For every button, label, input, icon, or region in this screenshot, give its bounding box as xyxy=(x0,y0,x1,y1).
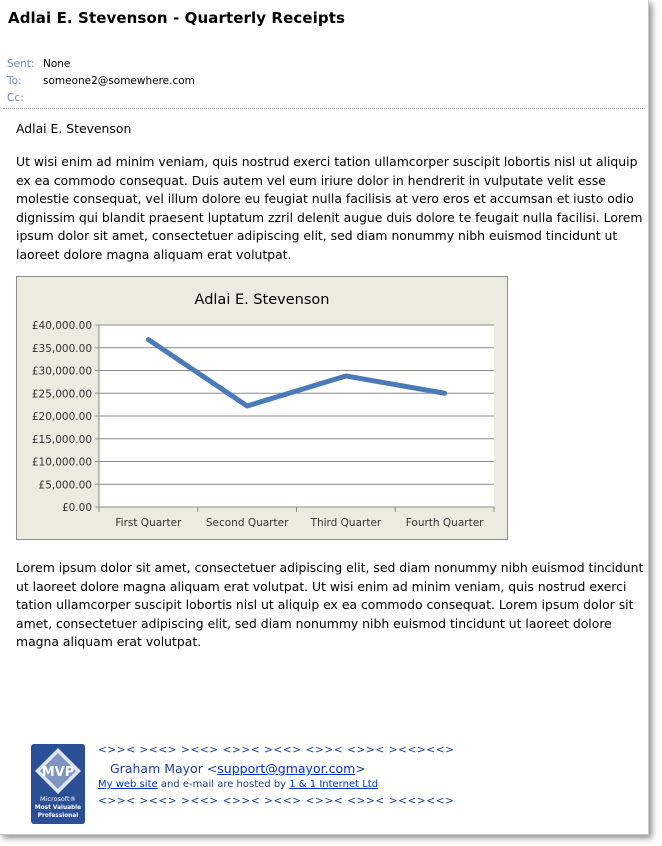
body-paragraph-1: Ut wisi enim ad minim veniam, quis nostrud exerci tation ullamcorper suscipit lobortis nisl ut aliquip ex ea commodo consequat. Duis autem vel eum iriure dolor in hendrerit in vulputate velit esse molestie consequat, vel illum dolore eu feugiat nulla facilisis at vero eros et accumsan et iusto odio dignissim qui blandit praesent luptatum zzril delenit augue duis dolore te feugait nulla facilisi. Lorem ipsum dolor sit amet, consectetuer adipiscing elit, sed diam nonummy nibh euismod tincidunt ut laoreet dolore magna aliquam erat volutpat. xyxy=(16,154,643,262)
data-point xyxy=(247,405,248,406)
data-point xyxy=(444,393,445,394)
signature-glyph-line-bottom: <>>< ><<> ><<> <>>< ><<> <>>< <>>< ><<><<> xyxy=(98,795,455,807)
y-tick-label: £25,000.00 xyxy=(31,388,92,401)
support-email-link[interactable]: support@gmayor.com xyxy=(217,761,356,776)
y-tick-label: £35,000.00 xyxy=(31,342,92,355)
header-divider xyxy=(3,108,645,109)
to-value: someone2@somewhere.com xyxy=(43,75,195,87)
data-point xyxy=(345,375,346,376)
x-tick-label: Second Quarter xyxy=(205,517,289,529)
line-chart xyxy=(17,277,507,539)
y-tick-label: £40,000.00 xyxy=(31,320,92,332)
x-tick-label: First Quarter xyxy=(115,517,182,529)
y-tick-label: £30,000.00 xyxy=(31,365,92,378)
signature-glyph-line-top: <>>< ><<> ><<> <>>< ><<> <>>< <>>< ><<><<> xyxy=(98,744,455,756)
signature-name-end: > xyxy=(355,761,366,776)
chart xyxy=(16,276,508,540)
svg-text:Professional: Professional xyxy=(37,813,79,819)
cc-label: Cc: xyxy=(7,92,24,104)
signature-name-line xyxy=(110,761,366,776)
website-link[interactable]: My web site xyxy=(98,779,158,790)
salutation: Adlai E. Stevenson xyxy=(16,121,132,136)
host-link[interactable]: 1 & 1 Internet Ltd xyxy=(289,779,379,790)
y-tick-label: £10,000.00 xyxy=(31,456,92,469)
x-tick-label: Third Quarter xyxy=(310,517,382,529)
to-label: To: xyxy=(7,75,22,87)
x-tick-label: Fourth Quarter xyxy=(405,517,484,529)
body-paragraph-2: Lorem ipsum dolor sit amet, consectetuer adipiscing elit, sed diam nonummy nibh euismod tincidunt ut laoreet dolore magna aliquam erat volutpat. Ut wisi enim ad minim veniam, quis nostrud exerci tation ullamcorper suscipit lobortis nisl ut aliquip ex ea commodo consequat. Lorem ipsum dolor sit amet, consectetuer adipiscing elit, sed diam nonummy nibh euismod tincidunt ut laoreet dolore magna aliquam erat volutpat. xyxy=(16,560,644,650)
signature-name: Graham Mayor < xyxy=(110,761,218,776)
chart-title: Adlai E. Stevenson xyxy=(194,292,330,308)
y-tick-label: £15,000.00 xyxy=(31,433,92,446)
sent-value: None xyxy=(43,58,71,70)
svg-text:Microsoft®: Microsoft® xyxy=(39,795,77,803)
y-tick-label: £5,000.00 xyxy=(38,479,92,492)
y-tick-label: £0.00 xyxy=(61,502,92,514)
svg-text:MVP: MVP xyxy=(41,765,75,780)
signature-hosting-line xyxy=(98,779,378,790)
y-tick-label: £20,000.00 xyxy=(31,411,92,423)
data-point xyxy=(148,339,149,340)
svg-text:Most Valuable: Most Valuable xyxy=(34,805,82,811)
mvp-logo xyxy=(31,744,85,824)
email-subject: Adlai E. Stevenson - Quarterly Receipts xyxy=(8,9,345,27)
sent-label: Sent: xyxy=(7,58,35,70)
hosted-text: and e-mail are hosted by xyxy=(157,779,290,790)
